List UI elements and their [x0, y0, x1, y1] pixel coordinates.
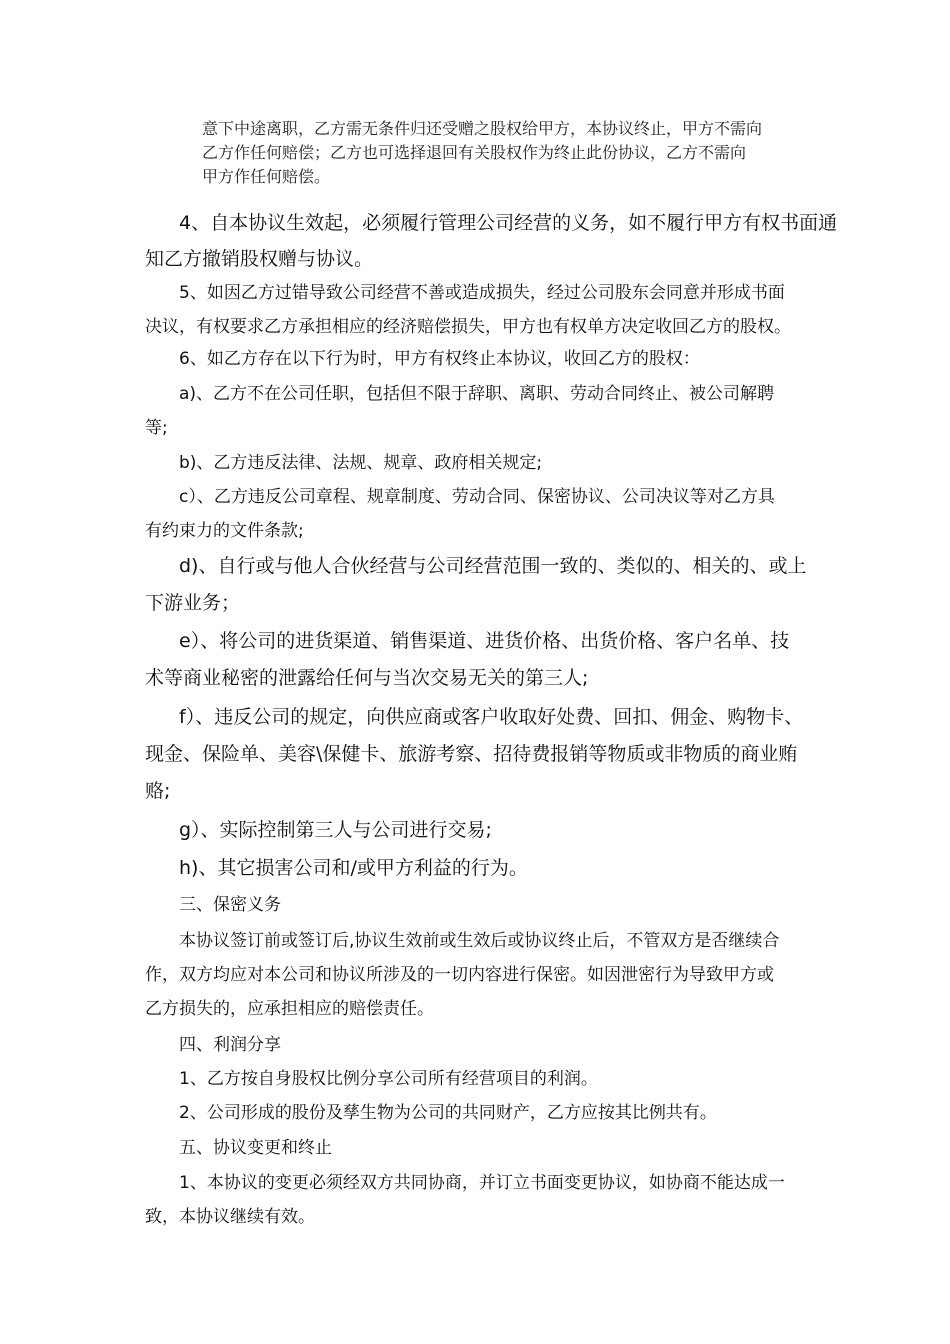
item-h [145, 850, 825, 887]
item-g [145, 812, 825, 849]
quote-line: 甲方作任何赔偿。 [202, 167, 331, 186]
clause-6 [145, 342, 825, 376]
line: 三、保密义务 [179, 895, 281, 915]
item-b [145, 446, 825, 480]
quoted-clause [202, 117, 802, 189]
item-a [145, 377, 825, 445]
line: 赂; [145, 780, 171, 802]
line: a)、乙方不在公司任职，包括但不限于辞职、离职、劳动合同终止、被公司解聘 [179, 384, 775, 404]
confidentiality-paragraph [145, 924, 825, 1026]
change-item-1 [145, 1166, 825, 1234]
line: 2、公司形成的股份及孳生物为公司的共同财产，乙方应按其比例共有。 [179, 1103, 717, 1123]
clause-5 [145, 276, 825, 344]
line: 作，双方均应对本公司和协议所涉及的一切内容进行保密。如因泄密行为导致甲方或 [145, 965, 774, 985]
line: 等; [145, 418, 168, 438]
line: 四、利润分享 [179, 1035, 281, 1055]
line: h)、其它损害公司和/或甲方利益的行为。 [179, 857, 528, 879]
line: 乙方损失的，应承担相应的赔偿责任。 [145, 999, 434, 1019]
line: d)、自行或与他人合伙经营与公司经营范围一致的、类似的、相关的、或上 [179, 555, 807, 577]
line: 6、如乙方存在以下行为时，甲方有权终止本协议，收回乙方的股权： [179, 349, 700, 369]
section-heading-confidentiality [145, 888, 825, 922]
clause-4 [145, 205, 838, 277]
line: 五、协议变更和终止 [179, 1138, 332, 1158]
item-c [145, 480, 825, 548]
profit-item-1 [145, 1062, 825, 1096]
quote-line: 乙方作任何赔偿；乙方也可选择退回有关股权作为终止此份协议，乙方不需向 [202, 143, 747, 162]
line: e）、将公司的进货渠道、销售渠道、进货价格、出货价格、客户名单、技 [179, 630, 790, 652]
line: 4、自本协议生效起，必须履行管理公司经营的义务，如不履行甲方有权书面通 [179, 212, 838, 234]
line: g）、实际控制第三人与公司进行交易; [179, 819, 492, 841]
quote-line: 意下中途离职，乙方需无条件归还受赠之股权给甲方，本协议终止，甲方不需向 [202, 119, 763, 138]
line: 有约束力的文件条款; [145, 521, 304, 541]
line: 1、本协议的变更必须经双方共同协商，并订立书面变更协议，如协商不能达成一 [179, 1173, 785, 1193]
profit-item-2 [145, 1096, 825, 1130]
line: f）、违反公司的规定，向供应商或客户收取好处费、回扣、佣金、购物卡、 [179, 706, 804, 728]
section-heading-profit [145, 1028, 825, 1062]
line: 现金、保险单、美容\保健卡、旅游考察、招待费报销等物质或非物质的商业贿 [145, 743, 798, 765]
item-f [145, 699, 825, 810]
line: 致，本协议继续有效。 [145, 1207, 315, 1227]
section-heading-change [145, 1131, 825, 1165]
line: 术等商业秘密的泄露给任何与当次交易无关的第三人; [145, 667, 589, 689]
line: b)、乙方违反法律、法规、规章、政府相关规定; [179, 453, 543, 473]
line: c）、乙方违反公司章程、规章制度、劳动合同、保密协议、公司决议等对乙方具 [179, 487, 775, 507]
item-e [145, 623, 825, 697]
line: 1、乙方按自身股权比例分享公司所有经营项目的利润。 [179, 1069, 598, 1089]
line: 下游业务； [145, 592, 241, 614]
line: 5、如因乙方过错导致公司经营不善或造成损失，经过公司股东会同意并形成书面 [179, 283, 785, 303]
line: 决议，有权要求乙方承担相应的经济赔偿损失，甲方也有权单方决定收回乙方的股权。 [145, 317, 791, 337]
line: 本协议签订前或签订后,协议生效前或生效后或协议终止后，不管双方是否继续合 [179, 931, 780, 951]
item-d [145, 548, 825, 622]
line: 知乙方撤销股权赠与协议。 [145, 248, 374, 270]
